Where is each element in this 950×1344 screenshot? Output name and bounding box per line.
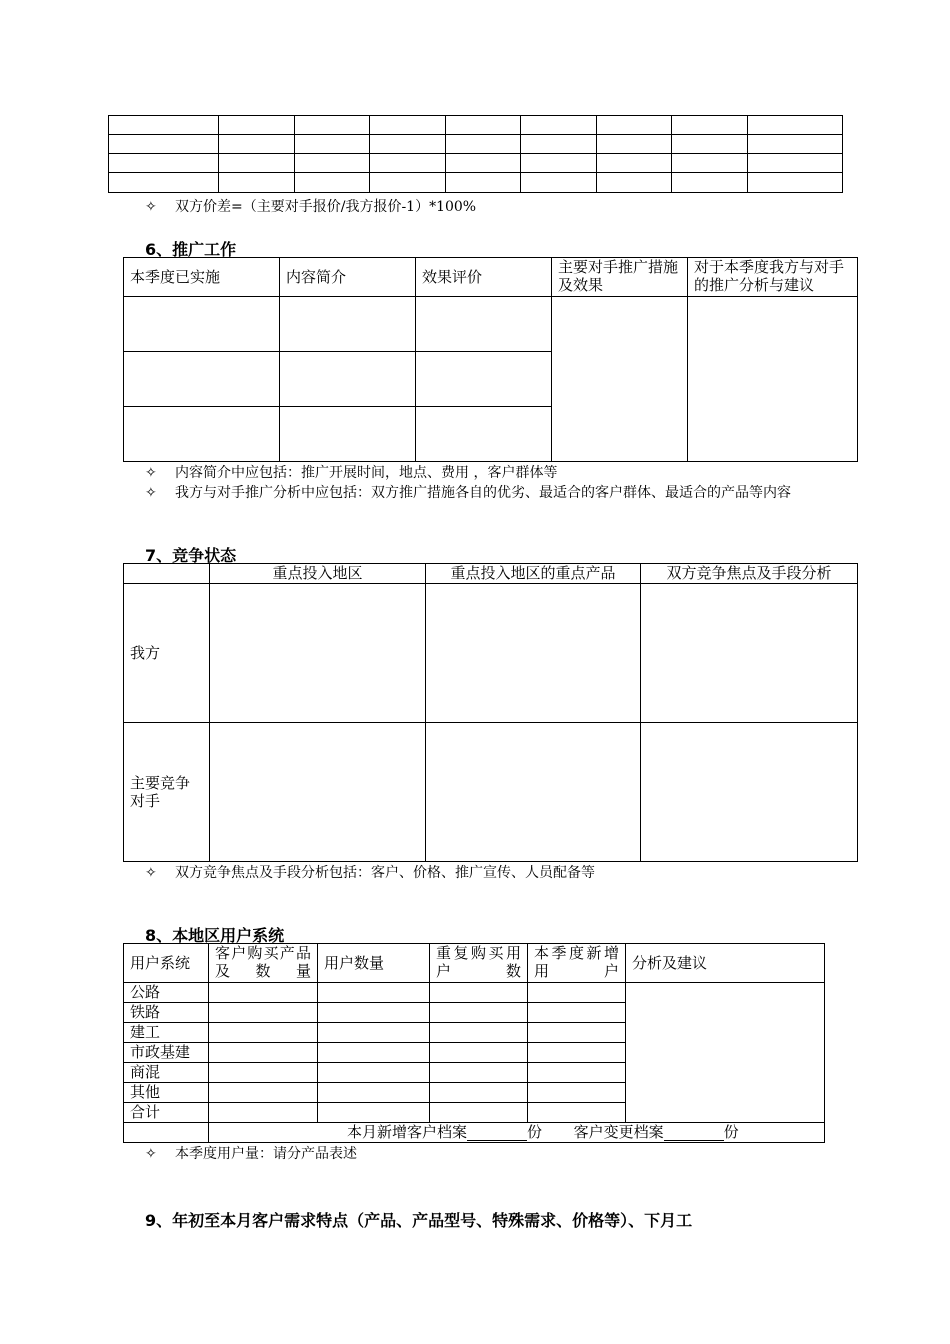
section8-title: 8、本地区用户系统 <box>145 926 285 945</box>
diamond-bullet-icon: ✧ <box>145 199 157 215</box>
row-label: 商混 <box>124 1063 209 1083</box>
row-label: 市政基建 <box>124 1043 209 1063</box>
row-label: 建工 <box>124 1023 209 1043</box>
promotion-note-2: ✧ 我方与对手推广分析中应包括：双方推广措施各自的优劣、最适合的客户群体、最适合的产品等内容 <box>145 485 791 501</box>
header-content-summary: 内容简介 <box>280 258 416 297</box>
header-competition-focus: 双方竞争焦点及手段分析 <box>641 564 858 584</box>
section9-title: 9、年初至本月客户需求特点（产品、产品型号、特殊需求、价格等）、下月工 <box>145 1211 693 1230</box>
header-implemented: 本季度已实施 <box>124 258 280 297</box>
analysis-suggestions-cell[interactable] <box>688 297 858 462</box>
competition-table <box>123 563 858 862</box>
header-new-users: 本季度新增用户 <box>528 944 626 983</box>
price-diff-note: ✧ 双方价差=（主要对手报价/我方报价-1）*100% <box>145 199 477 215</box>
promotion-note-1: ✧ 内容简介中应包括：推广开展时间，地点、费用 ，客户群体等 <box>145 465 558 481</box>
row-label: 其他 <box>124 1083 209 1103</box>
row-label: 铁路 <box>124 1003 209 1023</box>
header-effect-evaluation: 效果评价 <box>416 258 552 297</box>
section7-title: 7、竞争状态 <box>145 546 237 565</box>
header-user-count: 用户数量 <box>318 944 430 983</box>
header-purchased-products: 客户购买产品及数量 <box>209 944 318 983</box>
user-system-table <box>123 943 825 1143</box>
row-label: 公路 <box>124 983 209 1003</box>
promotion-table <box>123 257 858 462</box>
competition-note: ✧ 双方竞争焦点及手段分析包括：客户、价格、推广宣传、人员配备等 <box>145 865 595 881</box>
table-cell[interactable] <box>109 116 219 135</box>
header-key-region: 重点投入地区 <box>210 564 426 584</box>
header-competitor-measures: 主要对手推广措施及效果 <box>552 258 688 297</box>
analysis-cell[interactable] <box>626 983 825 1123</box>
header-analysis: 分析及建议 <box>626 944 825 983</box>
row-label-competitor: 主要竞争对手 <box>124 723 210 862</box>
changed-archive-count-field[interactable] <box>664 1126 724 1141</box>
new-archive-count-field[interactable] <box>467 1126 527 1141</box>
row-label: 合计 <box>124 1103 209 1123</box>
header-user-system: 用户系统 <box>124 944 209 983</box>
header-repeat-buyers: 重复购买用户数 <box>430 944 528 983</box>
competitor-measures-cell[interactable] <box>552 297 688 462</box>
user-system-note: ✧ 本季度用户量：请分产品表述 <box>145 1146 357 1162</box>
row-label-ours: 我方 <box>124 584 210 723</box>
header-analysis-suggestions: 对于本季度我方与对手的推广分析与建议 <box>688 258 858 297</box>
header-key-products: 重点投入地区的重点产品 <box>426 564 641 584</box>
archive-footer: 本月新增客户档案 份 客户变更档案 份 <box>209 1123 825 1143</box>
section6-title: 6、推广工作 <box>145 240 237 259</box>
price-table <box>108 115 843 193</box>
